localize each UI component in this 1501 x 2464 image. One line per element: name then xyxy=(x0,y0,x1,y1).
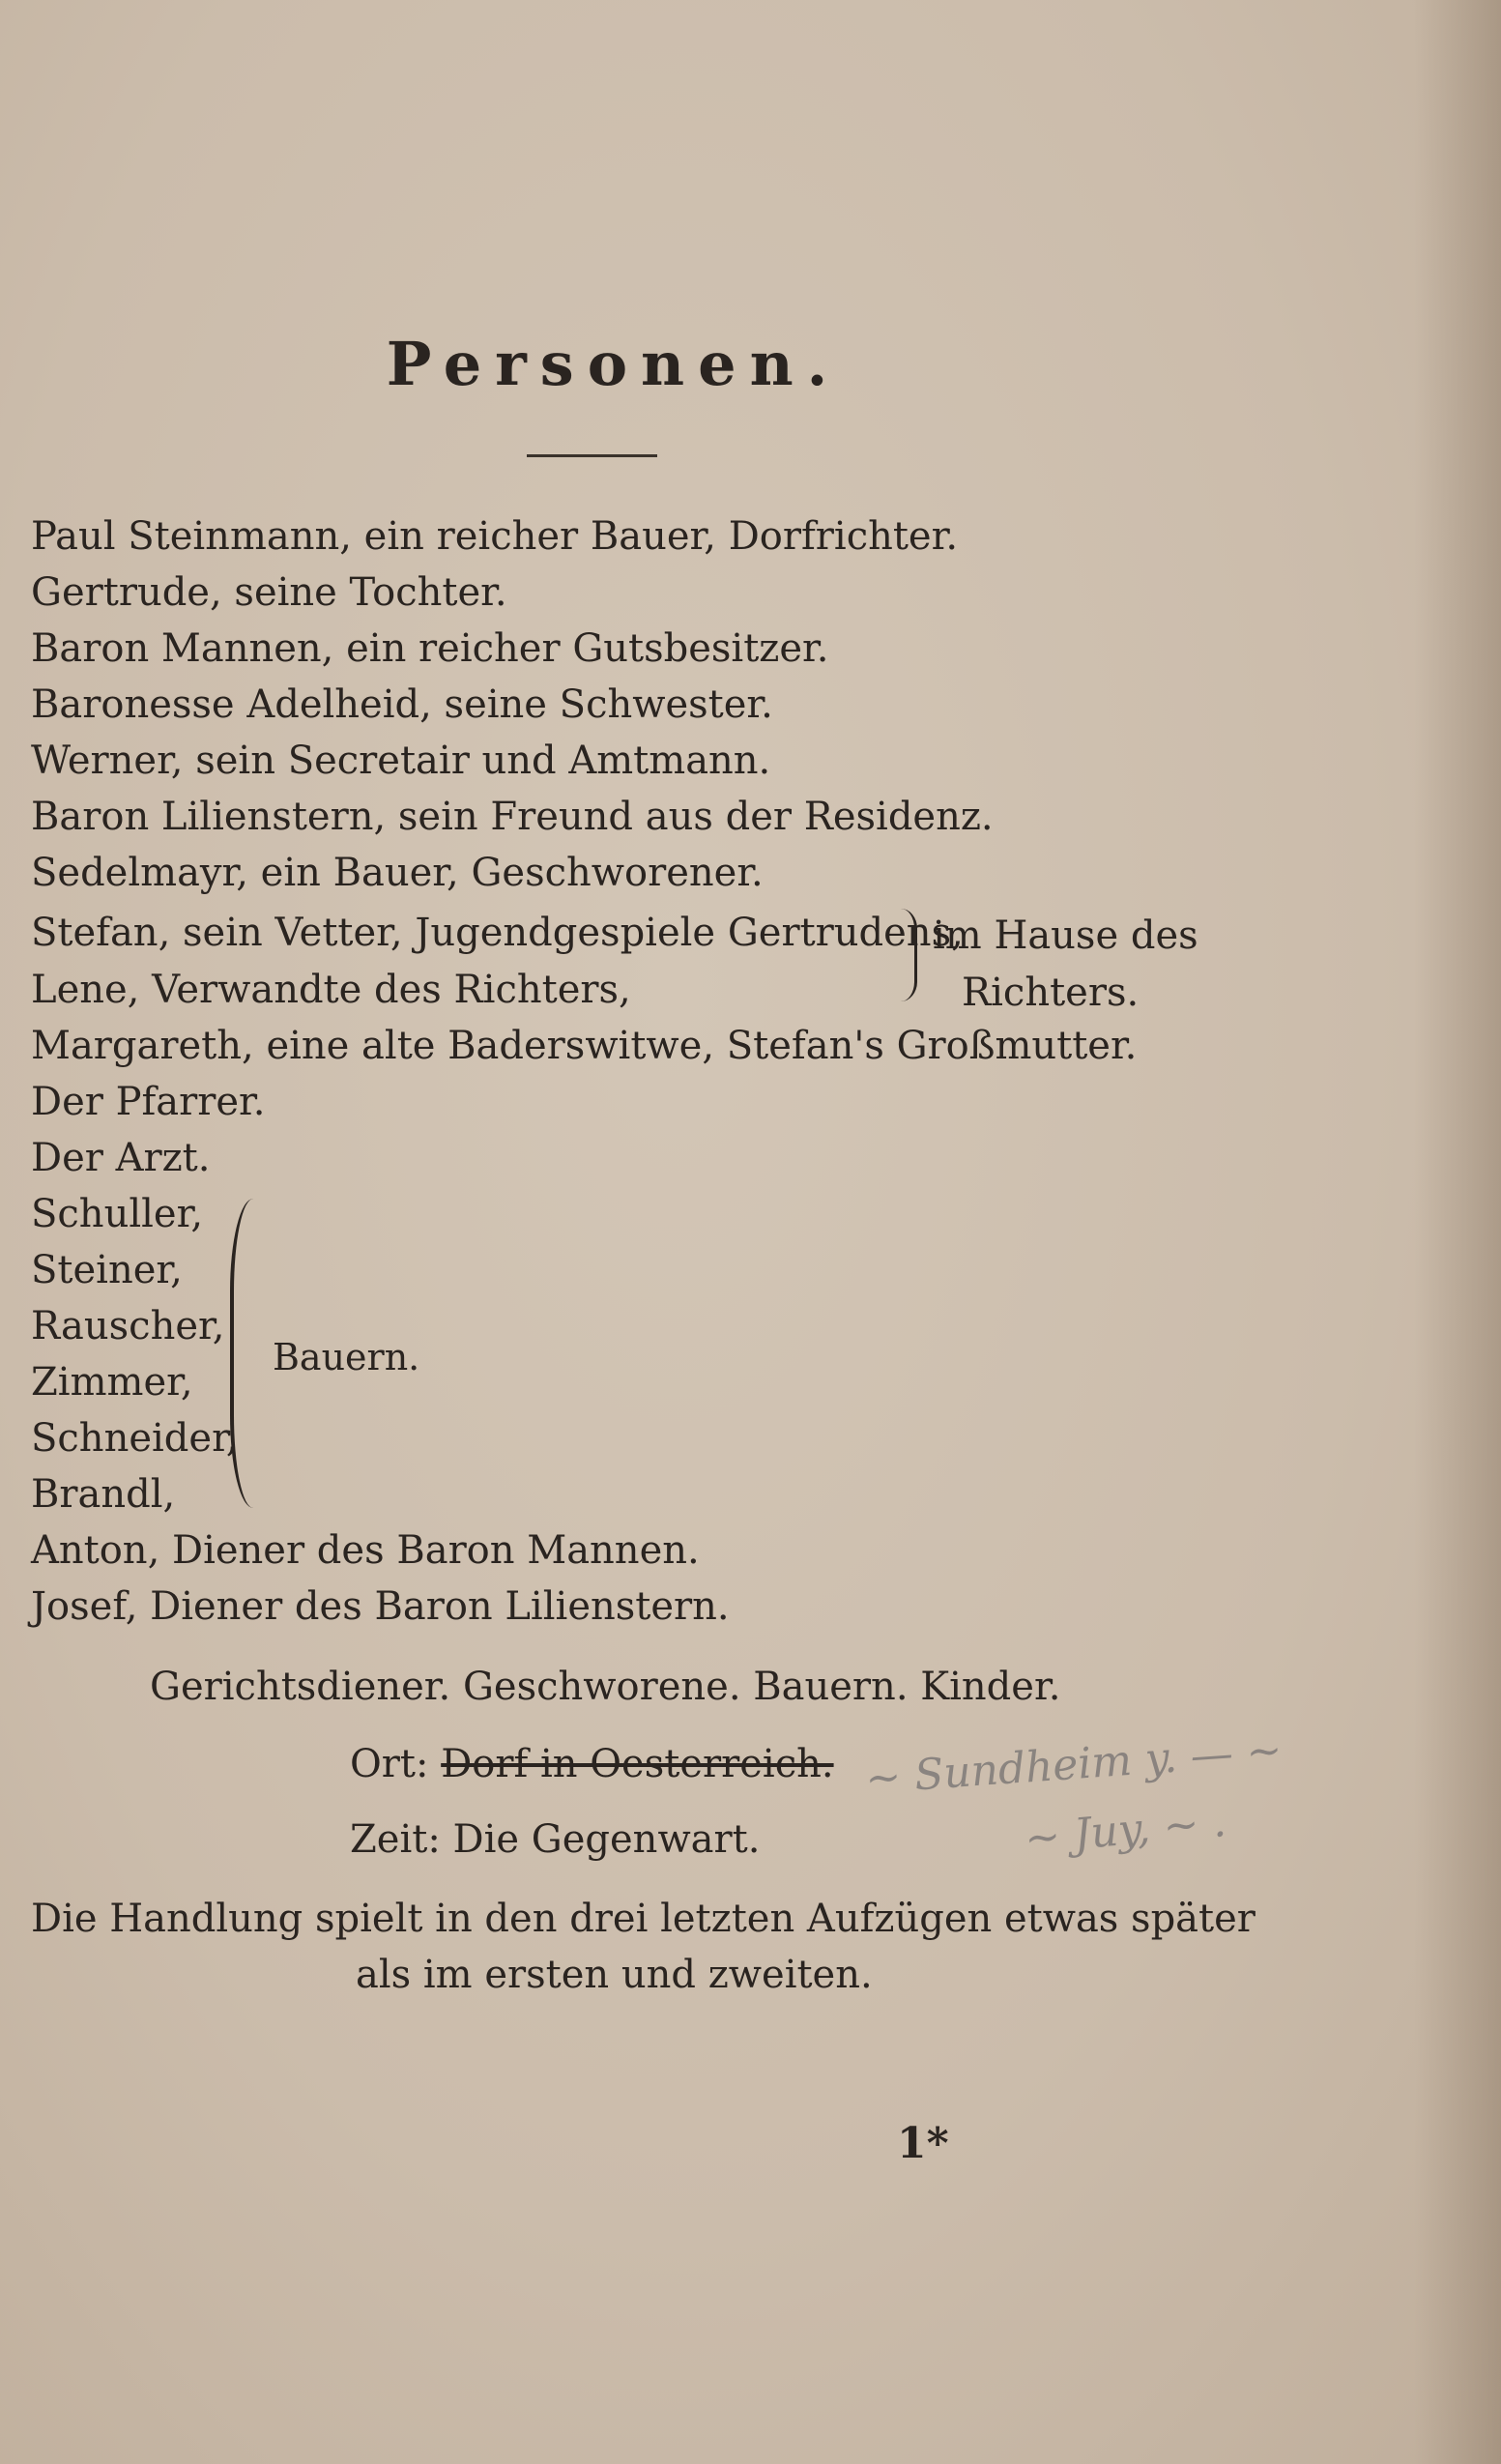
bauer-name: Rauscher, xyxy=(31,1304,225,1348)
cast-line: Der Arzt. xyxy=(31,1136,211,1180)
bauer-name: Schuller, xyxy=(31,1192,204,1236)
bauer-name: Schneider, xyxy=(31,1416,239,1461)
zeit-label: Zeit: xyxy=(350,1817,441,1862)
bauer-name: Brandl, xyxy=(31,1472,176,1517)
ort-line xyxy=(350,1742,834,1786)
cast-line: Werner, sein Secretair und Amtmann. xyxy=(31,739,771,783)
brace xyxy=(230,1199,253,1508)
cast-line: Baron Mannen, ein reicher Gutsbesitzer. xyxy=(31,626,829,671)
cast-line: Gertrude, seine Tochter. xyxy=(31,570,507,615)
handwritten-annotation: ~ Sundheim y. — ~ xyxy=(863,1725,1285,1804)
zeit-line xyxy=(350,1817,760,1862)
bauer-name: Steiner, xyxy=(31,1248,183,1292)
extras-line: Gerichtsdiener. Geschworene. Bauern. Kinder. xyxy=(150,1665,1061,1709)
cast-line: Margareth, eine alte Baderswitwe, Stefan's Großmutter. xyxy=(31,1024,1138,1068)
ort-value: Dorf in Oesterreich. xyxy=(441,1742,834,1786)
cast-line: Sedelmayr, ein Bauer, Geschworener. xyxy=(31,851,764,895)
cast-line: Baronesse Adelheid, seine Schwester. xyxy=(31,682,773,727)
handwritten-annotation: ~ Juy, ~ . xyxy=(1023,1797,1228,1864)
brace-note: im Hause des xyxy=(933,913,1198,958)
bauern-label: Bauern. xyxy=(273,1336,420,1378)
handlung-line: Die Handlung spielt in den drei letzten Aufzügen etwas später xyxy=(31,1897,1256,1941)
cast-line: Lene, Verwandte des Richters, xyxy=(31,968,631,1012)
handlung-line: als im ersten und zweiten. xyxy=(356,1953,873,1997)
brace-note: Richters. xyxy=(962,971,1140,1015)
zeit-value: Die Gegenwart. xyxy=(452,1817,761,1862)
cast-line: Paul Steinmann, ein reicher Bauer, Dorfrichter. xyxy=(31,514,959,559)
servant-line: Josef, Diener des Baron Lilienstern. xyxy=(31,1584,730,1629)
cast-line: Der Pfarrer. xyxy=(31,1080,266,1124)
cast-line: Stefan, sein Vetter, Jugendgespiele Gertrudens, xyxy=(31,911,964,955)
ort-label: Ort: xyxy=(350,1742,429,1786)
page-title: Personen. xyxy=(386,329,842,399)
servant-line: Anton, Diener des Baron Mannen. xyxy=(31,1528,700,1573)
cast-line: Baron Lilienstern, sein Freund aus der Residenz. xyxy=(31,795,994,839)
brace xyxy=(901,909,917,1001)
page-number: 1* xyxy=(897,2119,949,2168)
title-rule xyxy=(527,454,657,457)
bauer-name: Zimmer, xyxy=(31,1360,193,1405)
